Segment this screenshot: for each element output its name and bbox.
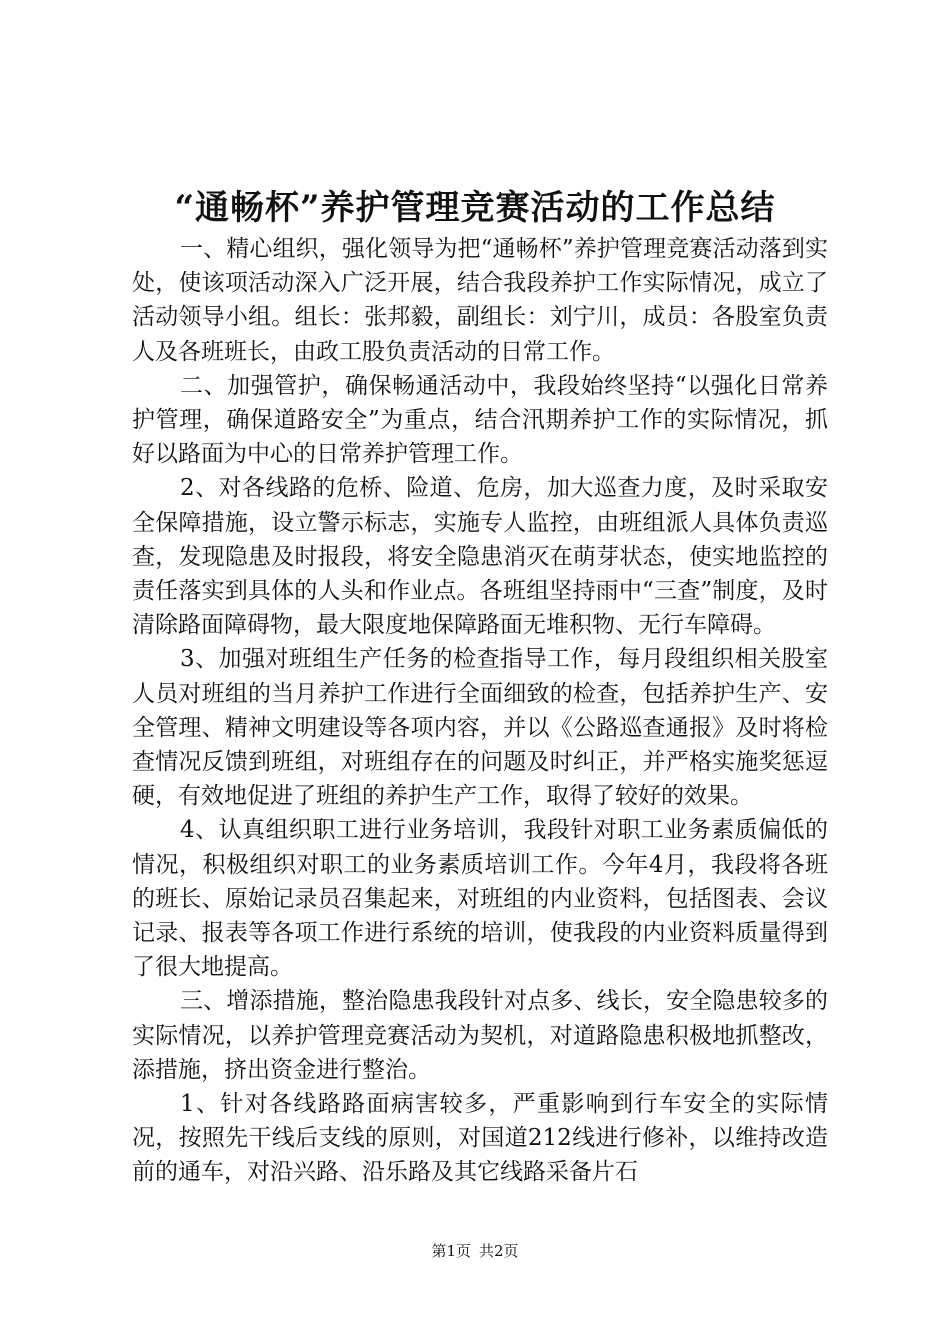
paragraph: 2、对各线路的危桥、险道、危房，加大巡查力度，及时采取安全保障措施，设立警示标志，实施专人监控，由班组派人具体负责巡查，发现隐患及时报段，将安全隐患消灭在萌芽状态，使实地监控的责任落实到具体的人头和作业点。各班组坚持雨中“三查”制度，及时清除路面障碍物，最大限度地保障路面无堆积物、无行车障碍。 (132, 475, 828, 639)
paragraph: 4、认真组织职工进行业务培训，我段针对职工业务素质偏低的情况，积极组织对职工的业务素质培训工作。今年4月，我段将各班的班长、原始记录员召集起来，对班组的内业资料，包括图表、会议记录、报表等各项工作进行系统的培训，使我段的内业资料质量得到了很大地提高。 (132, 817, 828, 981)
document-body (132, 232, 828, 1190)
document-title: “通畅杯”养护管理竞赛活动的工作总结 (174, 188, 776, 228)
page-footer (0, 1241, 950, 1261)
paragraph: 三、增添措施，整治隐患我段针对点多、线长，安全隐患较多的实际情况，以养护管理竞赛活动为契机，对道路隐患积极地抓整改，添措施，挤出资金进行整治。 (132, 988, 828, 1083)
paragraph: 3、加强对班组生产任务的检查指导工作，每月段组织相关股室人员对班组的当月养护工作进行全面细致的检查，包括养护生产、安全管理、精神文明建设等各项内容，并以《公路巡查通报》及时将检查情况反馈到班组，对班组存在的问题及时纠正，并严格实施奖惩逗硬，有效地促进了班组的养护生产工作，取得了较好的效果。 (132, 646, 828, 810)
page-total: 共2页 (479, 1242, 519, 1260)
paragraph: 1、针对各线路路面病害较多，严重影响到行车安全的实际情况，按照先干线后支线的原则，对国道212线进行修补，以维持改造前的通车，对沿兴路、沿乐路及其它线路采备片石 (132, 1091, 828, 1186)
page-number: 第1页 (431, 1242, 471, 1260)
paragraph: 一、精心组织，强化领导为把“通畅杯”养护管理竞赛活动落到实处，使该项活动深入广泛开展，结合我段养护工作实际情况，成立了活动领导小组。组长：张邦毅，副组长：刘宁川，成员：各股室负责人及各班班长，由政工股负责活动的日常工作。 (132, 236, 828, 365)
paragraph: 二、加强管护，确保畅通活动中，我段始终坚持“以强化日常养护管理，确保道路安全”为重点，结合汛期养护工作的实际情况，抓好以路面为中心的日常养护管理工作。 (132, 372, 828, 468)
